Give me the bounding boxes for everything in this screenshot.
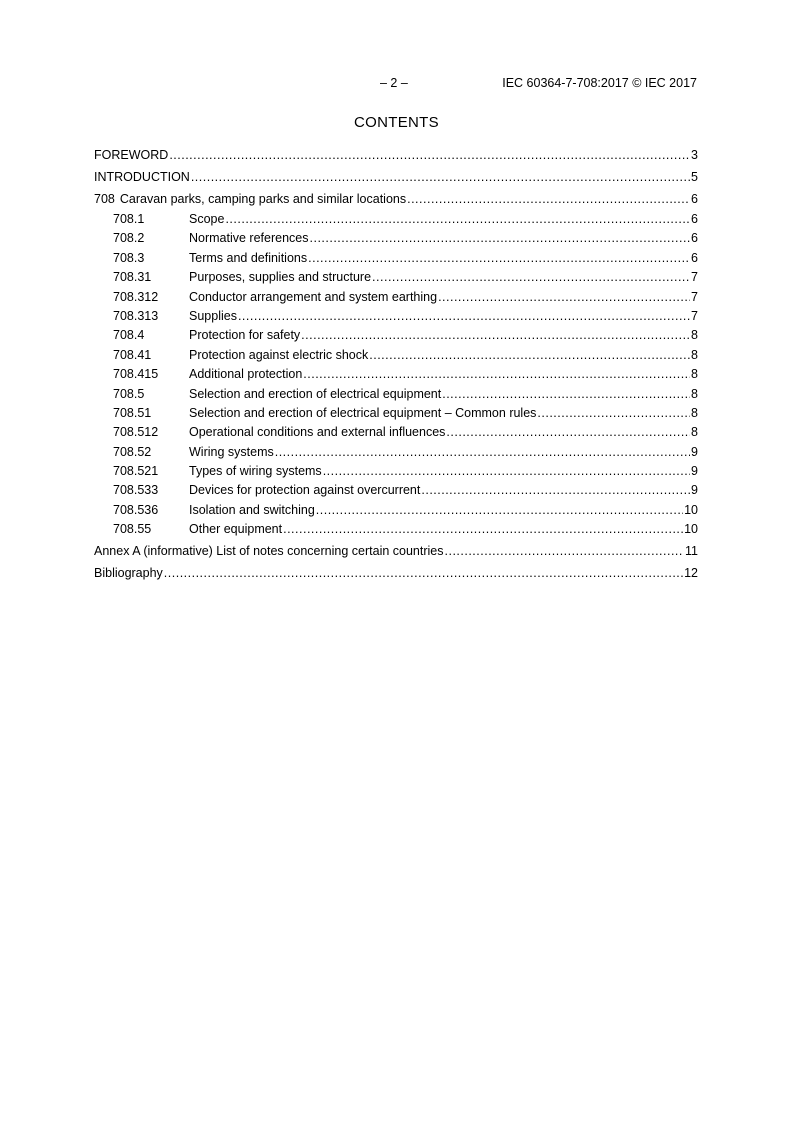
table-of-contents bbox=[94, 144, 698, 584]
toc-entry-page: 9 bbox=[691, 444, 698, 459]
toc-entry-label: Protection for safety bbox=[189, 328, 301, 343]
toc-title: CONTENTS bbox=[354, 114, 439, 131]
toc-entry-page: 6 bbox=[691, 192, 698, 206]
toc-entry-page: 6 bbox=[691, 212, 698, 226]
toc-entry[interactable] bbox=[94, 385, 698, 404]
toc-dot-leader bbox=[169, 144, 690, 166]
toc-entry[interactable] bbox=[94, 346, 698, 365]
toc-entry-label: Annex A (informative) List of notes concerning certain countries bbox=[94, 543, 444, 558]
toc-dot-leader bbox=[275, 443, 690, 462]
toc-entry-page: 8 bbox=[691, 425, 698, 440]
toc-entry[interactable] bbox=[94, 268, 698, 287]
toc-entry-label: Supplies bbox=[189, 308, 237, 323]
toc-entry-label: Other equipment bbox=[189, 522, 283, 537]
toc-entry[interactable] bbox=[94, 481, 698, 500]
toc-dot-leader bbox=[238, 307, 690, 326]
toc-entry-label: Devices for protection against overcurrent bbox=[189, 483, 421, 498]
toc-dot-leader bbox=[225, 210, 690, 229]
toc-entry[interactable] bbox=[94, 288, 698, 307]
toc-dot-leader bbox=[407, 188, 690, 210]
toc-entry-page: 7 bbox=[691, 289, 698, 304]
toc-entry-label: Conductor arrangement and system earthing bbox=[189, 289, 438, 304]
toc-dot-leader bbox=[308, 249, 690, 268]
toc-entry-number: 708.536 bbox=[113, 502, 159, 517]
toc-entry-page: 5 bbox=[691, 170, 698, 184]
toc-entry[interactable] bbox=[94, 562, 698, 584]
toc-entry-label: Protection against electric shock bbox=[189, 347, 369, 362]
toc-entry-label: Terms and definitions bbox=[189, 250, 308, 265]
toc-dot-leader bbox=[316, 501, 683, 520]
toc-entry-page: 7 bbox=[691, 270, 698, 285]
toc-entry-label: Bibliography bbox=[94, 565, 163, 580]
toc-dot-leader bbox=[301, 326, 690, 345]
toc-entry-label: Normative references bbox=[189, 231, 309, 246]
toc-dot-leader bbox=[442, 385, 690, 404]
toc-entry-label: Caravan parks, camping parks and similar locations bbox=[119, 192, 407, 206]
toc-entry-page: 8 bbox=[691, 367, 698, 382]
toc-dot-leader bbox=[303, 365, 690, 384]
toc-entry[interactable] bbox=[94, 540, 698, 562]
toc-dot-leader bbox=[283, 520, 683, 539]
toc-dot-leader bbox=[164, 562, 683, 584]
toc-entry-number: 708.521 bbox=[113, 464, 159, 479]
toc-entry-label: Purposes, supplies and structure bbox=[189, 270, 372, 285]
toc-dot-leader bbox=[369, 346, 690, 365]
toc-entry-page: 12 bbox=[684, 565, 698, 580]
toc-entry-number: 708.52 bbox=[113, 444, 152, 459]
toc-entry[interactable] bbox=[94, 166, 698, 188]
toc-entry-number: 708.4 bbox=[113, 328, 145, 343]
toc-dot-leader bbox=[445, 540, 685, 562]
toc-entry-page: 8 bbox=[691, 328, 698, 343]
toc-entry-label: Types of wiring systems bbox=[189, 464, 322, 479]
toc-entry[interactable] bbox=[94, 210, 698, 229]
toc-dot-leader bbox=[310, 229, 691, 248]
toc-entry-page: 8 bbox=[691, 405, 698, 420]
toc-entry-label: INTRODUCTION bbox=[94, 170, 190, 184]
toc-entry-page: 9 bbox=[691, 464, 698, 479]
toc-entry-number: 708.51 bbox=[113, 405, 152, 420]
toc-entry-number: 708.415 bbox=[113, 367, 159, 382]
toc-entry-number: 708.512 bbox=[113, 425, 159, 440]
toc-entry-label: Operational conditions and external influences bbox=[189, 425, 446, 440]
toc-entry-page: 8 bbox=[691, 347, 698, 362]
toc-entry-number: 708.55 bbox=[113, 522, 152, 537]
toc-entry[interactable] bbox=[94, 443, 698, 462]
toc-dot-leader bbox=[323, 462, 690, 481]
toc-entry-number: 708.1 bbox=[113, 212, 145, 226]
toc-entry-label: Selection and erection of electrical equipment bbox=[189, 386, 442, 401]
toc-entry-label: Scope bbox=[189, 212, 225, 226]
page-header bbox=[0, 76, 793, 92]
toc-dot-leader bbox=[421, 481, 690, 500]
toc-entry-page: 11 bbox=[685, 543, 698, 558]
toc-dot-leader bbox=[191, 166, 690, 188]
toc-entry-page: 10 bbox=[684, 502, 698, 517]
toc-entry[interactable] bbox=[94, 326, 698, 345]
toc-entry-number: 708.41 bbox=[113, 347, 152, 362]
toc-entry-page: 6 bbox=[691, 231, 698, 246]
page-number: – 2 – bbox=[380, 76, 408, 90]
toc-entry-number: 708 bbox=[94, 192, 115, 206]
toc-dot-leader bbox=[446, 423, 690, 442]
toc-entry-number: 708.533 bbox=[113, 483, 159, 498]
toc-dot-leader bbox=[537, 404, 690, 423]
document-identifier: IEC 60364-7-708:2017 © IEC 2017 bbox=[502, 76, 697, 90]
toc-entry-page: 7 bbox=[691, 308, 698, 323]
toc-entry-label: Wiring systems bbox=[189, 444, 274, 459]
toc-entry-number: 708.313 bbox=[113, 308, 159, 323]
toc-entry[interactable] bbox=[94, 249, 698, 268]
toc-entry-page: 9 bbox=[691, 483, 698, 498]
toc-entry-page: 10 bbox=[684, 522, 698, 537]
toc-entry-number: 708.5 bbox=[113, 386, 145, 401]
toc-entry[interactable] bbox=[94, 404, 698, 423]
toc-entry-label: Selection and erection of electrical equipment – Common rules bbox=[189, 405, 537, 420]
toc-entry[interactable] bbox=[94, 188, 698, 210]
toc-entry-page: 6 bbox=[691, 250, 698, 265]
toc-entry-label: Additional protection bbox=[189, 367, 303, 382]
toc-entry-page: 3 bbox=[691, 148, 698, 162]
toc-entry[interactable] bbox=[94, 462, 698, 481]
toc-entry[interactable] bbox=[94, 144, 698, 166]
toc-entry-label: FOREWORD bbox=[94, 148, 169, 162]
toc-entry-number: 708.312 bbox=[113, 289, 159, 304]
toc-dot-leader bbox=[438, 288, 690, 307]
toc-entry[interactable] bbox=[94, 307, 698, 326]
toc-entry-page: 8 bbox=[691, 386, 698, 401]
toc-entry[interactable] bbox=[94, 423, 698, 442]
toc-entry-number: 708.31 bbox=[113, 270, 152, 285]
toc-entry-number: 708.3 bbox=[113, 250, 145, 265]
toc-dot-leader bbox=[372, 268, 690, 287]
toc-entry-label: Isolation and switching bbox=[189, 502, 315, 517]
toc-entry[interactable] bbox=[94, 520, 698, 539]
toc-entry[interactable] bbox=[94, 365, 698, 384]
toc-entry[interactable] bbox=[94, 501, 698, 520]
toc-entry-number: 708.2 bbox=[113, 231, 145, 246]
toc-entry[interactable] bbox=[94, 229, 698, 248]
